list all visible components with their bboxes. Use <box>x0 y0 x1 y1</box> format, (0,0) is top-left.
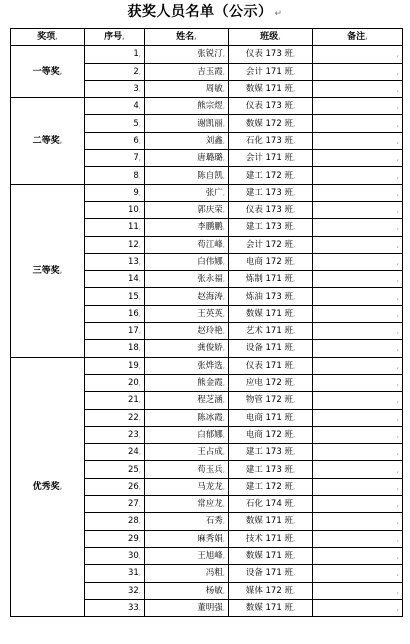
name-cell: 陈冰霞, <box>145 409 229 426</box>
seq-cell: 26, <box>85 478 145 495</box>
class-cell: 数媒 171 班, <box>229 513 313 530</box>
document-title <box>0 3 410 23</box>
name-cell: 石秀, <box>145 513 229 530</box>
class-cell: 会计 171 班, <box>229 63 313 80</box>
table-row <box>11 46 403 63</box>
note-cell: , <box>313 98 403 115</box>
seq-cell: 27, <box>85 496 145 513</box>
name-cell: 张烨选, <box>145 357 229 374</box>
header-class: 班级, <box>229 29 313 46</box>
name-cell: 周敏, <box>145 80 229 97</box>
seq-cell: 28, <box>85 513 145 530</box>
name-cell: 唐璐璐, <box>145 150 229 167</box>
class-cell: 数媒 172 班, <box>229 115 313 132</box>
class-cell: 电商 172 班, <box>229 253 313 270</box>
seq-cell: 23, <box>85 426 145 443</box>
class-cell: 应电 172 班, <box>229 374 313 391</box>
note-cell: , <box>313 461 403 478</box>
header-note: 备注, <box>313 29 403 46</box>
class-cell: 仪表 173 班, <box>229 201 313 218</box>
name-cell: 白郁娜, <box>145 426 229 443</box>
note-cell: , <box>313 582 403 599</box>
note-cell: , <box>313 150 403 167</box>
name-cell: 苟玉兵, <box>145 461 229 478</box>
name-cell: 李鹏鹏, <box>145 219 229 236</box>
name-cell: 董明强, <box>145 599 229 616</box>
class-cell: 仪表 173 班, <box>229 46 313 63</box>
seq-cell: 11, <box>85 219 145 236</box>
note-cell: , <box>313 426 403 443</box>
class-cell: 数媒 171 班, <box>229 305 313 322</box>
seq-cell: 16, <box>85 305 145 322</box>
note-cell: , <box>313 599 403 616</box>
award-category-cell: 二等奖, <box>11 98 85 184</box>
note-cell: , <box>313 115 403 132</box>
seq-cell: 1, <box>85 46 145 63</box>
seq-cell: 13, <box>85 253 145 270</box>
seq-cell: 21, <box>85 392 145 409</box>
header-name: 姓名, <box>145 29 229 46</box>
seq-cell: 8, <box>85 167 145 184</box>
note-cell: , <box>313 444 403 461</box>
class-cell: 石化 173 班, <box>229 132 313 149</box>
class-cell: 会计 172 班, <box>229 236 313 253</box>
award-table <box>10 28 403 617</box>
seq-cell: 32, <box>85 582 145 599</box>
class-cell: 电商 172 班, <box>229 426 313 443</box>
paragraph-mark: ↵ <box>274 9 283 19</box>
class-cell: 会计 171 班, <box>229 150 313 167</box>
name-cell: 张锐汀, <box>145 46 229 63</box>
class-cell: 物管 172 班, <box>229 392 313 409</box>
award-category-cell: 优秀奖, <box>11 357 85 616</box>
seq-cell: 33, <box>85 599 145 616</box>
class-cell: 媒体 172 班, <box>229 582 313 599</box>
award-category-cell: 三等奖, <box>11 184 85 357</box>
note-cell: , <box>313 63 403 80</box>
note-cell: , <box>313 478 403 495</box>
note-cell: , <box>313 392 403 409</box>
name-cell: 王占成, <box>145 444 229 461</box>
name-cell: 张永福, <box>145 271 229 288</box>
name-cell: 陈自凯, <box>145 167 229 184</box>
seq-cell: 24, <box>85 444 145 461</box>
name-cell: 张广, <box>145 184 229 201</box>
class-cell: 建工 173 班, <box>229 184 313 201</box>
seq-cell: 18, <box>85 340 145 357</box>
class-cell: 建工 173 班, <box>229 219 313 236</box>
class-cell: 建工 172 班, <box>229 167 313 184</box>
name-cell: 龚俊娇, <box>145 340 229 357</box>
name-cell: 马龙龙, <box>145 478 229 495</box>
table-header-row <box>11 29 403 46</box>
seq-cell: 19, <box>85 357 145 374</box>
name-cell: 谢凯丽, <box>145 115 229 132</box>
seq-cell: 5, <box>85 115 145 132</box>
note-cell: , <box>313 374 403 391</box>
note-cell: , <box>313 201 403 218</box>
seq-cell: 9, <box>85 184 145 201</box>
note-cell: , <box>313 340 403 357</box>
name-cell: 郭庆荣, <box>145 201 229 218</box>
name-cell: 杨敏, <box>145 582 229 599</box>
table-row <box>11 184 403 201</box>
class-cell: 设备 171 班, <box>229 565 313 582</box>
seq-cell: 29, <box>85 530 145 547</box>
note-cell: , <box>313 513 403 530</box>
seq-cell: 15, <box>85 288 145 305</box>
seq-cell: 25, <box>85 461 145 478</box>
title-text: 获奖人员名单（公示） <box>127 4 273 20</box>
class-cell: 炼油 173 班, <box>229 288 313 305</box>
name-cell: 冯粗, <box>145 565 229 582</box>
note-cell: , <box>313 565 403 582</box>
class-cell: 仪表 171 班, <box>229 357 313 374</box>
note-cell: , <box>313 409 403 426</box>
seq-cell: 3, <box>85 80 145 97</box>
seq-cell: 4, <box>85 98 145 115</box>
seq-cell: 10, <box>85 201 145 218</box>
name-cell: 常应龙, <box>145 496 229 513</box>
note-cell: , <box>313 323 403 340</box>
class-cell: 艺术 171 班, <box>229 323 313 340</box>
note-cell: , <box>313 357 403 374</box>
name-cell: 程芝涵, <box>145 392 229 409</box>
header-seq: 序号, <box>85 29 145 46</box>
seq-cell: 17, <box>85 323 145 340</box>
class-cell: 石化 174 班, <box>229 496 313 513</box>
name-cell: 王旭峰, <box>145 547 229 564</box>
award-table-body <box>11 46 403 617</box>
class-cell: 数媒 171 班, <box>229 80 313 97</box>
name-cell: 熊宗煜, <box>145 98 229 115</box>
class-cell: 炼制 171 班, <box>229 271 313 288</box>
name-cell: 熊金霞, <box>145 374 229 391</box>
note-cell: , <box>313 219 403 236</box>
table-row <box>11 98 403 115</box>
note-cell: , <box>313 271 403 288</box>
note-cell: , <box>313 530 403 547</box>
table-row <box>11 357 403 374</box>
class-cell: 数媒 171 班, <box>229 547 313 564</box>
name-cell: 吉玉霞, <box>145 63 229 80</box>
class-cell: 数媒 171 班, <box>229 599 313 616</box>
note-cell: , <box>313 236 403 253</box>
class-cell: 建工 173 班, <box>229 444 313 461</box>
seq-cell: 7, <box>85 150 145 167</box>
class-cell: 电商 171 班, <box>229 409 313 426</box>
name-cell: 王英英, <box>145 305 229 322</box>
seq-cell: 20, <box>85 374 145 391</box>
seq-cell: 12, <box>85 236 145 253</box>
name-cell: 刘鑫, <box>145 132 229 149</box>
note-cell: , <box>313 184 403 201</box>
header-award: 奖项, <box>11 29 85 46</box>
note-cell: , <box>313 167 403 184</box>
note-cell: , <box>313 46 403 63</box>
class-cell: 建工 172 班, <box>229 478 313 495</box>
seq-cell: 31, <box>85 565 145 582</box>
class-cell: 技术 171 班, <box>229 530 313 547</box>
class-cell: 设备 171 班, <box>229 340 313 357</box>
class-cell: 仪表 173 班, <box>229 98 313 115</box>
name-cell: 麻秀娟, <box>145 530 229 547</box>
seq-cell: 22, <box>85 409 145 426</box>
name-cell: 白伟娜, <box>145 253 229 270</box>
name-cell: 赵海涛, <box>145 288 229 305</box>
class-cell: 建工 173 班, <box>229 461 313 478</box>
seq-cell: 2, <box>85 63 145 80</box>
name-cell: 苟江峰, <box>145 236 229 253</box>
seq-cell: 6, <box>85 132 145 149</box>
award-category-cell: 一等奖, <box>11 46 85 98</box>
note-cell: , <box>313 305 403 322</box>
note-cell: , <box>313 253 403 270</box>
note-cell: , <box>313 132 403 149</box>
seq-cell: 14, <box>85 271 145 288</box>
name-cell: 赵玲艳, <box>145 323 229 340</box>
note-cell: , <box>313 496 403 513</box>
seq-cell: 30, <box>85 547 145 564</box>
note-cell: , <box>313 80 403 97</box>
note-cell: , <box>313 547 403 564</box>
note-cell: , <box>313 288 403 305</box>
